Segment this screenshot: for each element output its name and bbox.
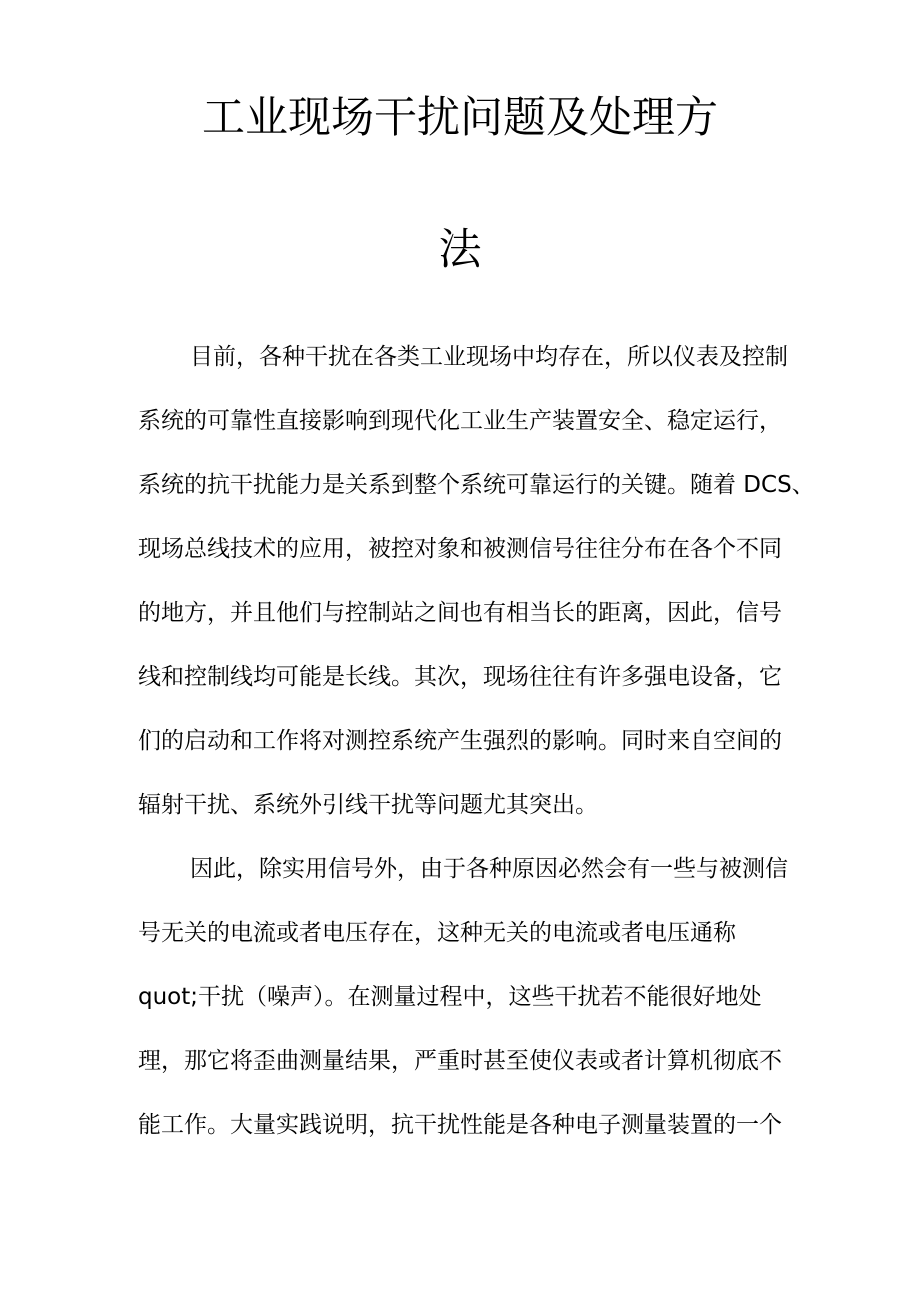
paragraph-line: 理，那它将歪曲测量结果，严重时甚至使仪表或者计算机彻底不 bbox=[138, 1048, 782, 1074]
paragraph-line: 的地方，并且他们与控制站之间也有相当长的距离，因此，信号 bbox=[138, 600, 782, 626]
paragraph-line: 系统的可靠性直接影响到现代化工业生产装置安全、稳定运行， bbox=[138, 408, 782, 434]
paragraph-line: 目前，各种干扰在各类工业现场中均存在，所以仪表及控制 bbox=[190, 344, 788, 370]
paragraph-line: 能工作。大量实践说明，抗干扰性能是各种电子测量装置的一个 bbox=[138, 1112, 782, 1138]
paragraph-line: 现场总线技术的应用，被控对象和被测信号往往分布在各个不同 bbox=[138, 536, 782, 562]
document-title-line-1: 工业现场干扰问题及处理方 bbox=[202, 93, 718, 143]
paragraph-line: 号无关的电流或者电压存在，这种无关的电流或者电压通称 bbox=[138, 920, 736, 946]
document-title-line-2: 法 bbox=[438, 225, 482, 275]
paragraph-line: quot;干扰（噪声）。在测量过程中，这些干扰若不能很好地处 bbox=[138, 984, 762, 1010]
paragraph-line: 系统的抗干扰能力是关系到整个系统可靠运行的关键。随着 DCS、 bbox=[138, 472, 815, 498]
paragraph-line: 线和控制线均可能是长线。其次，现场往往有许多强电设备，它 bbox=[138, 664, 782, 690]
paragraph-line: 因此，除实用信号外，由于各种原因必然会有一些与被测信 bbox=[190, 856, 788, 882]
paragraph-line: 们的启动和工作将对测控系统产生强烈的影响。同时来自空间的 bbox=[138, 728, 782, 754]
paragraph-line: 辐射干扰、系统外引线干扰等问题尤其突出。 bbox=[138, 792, 598, 818]
